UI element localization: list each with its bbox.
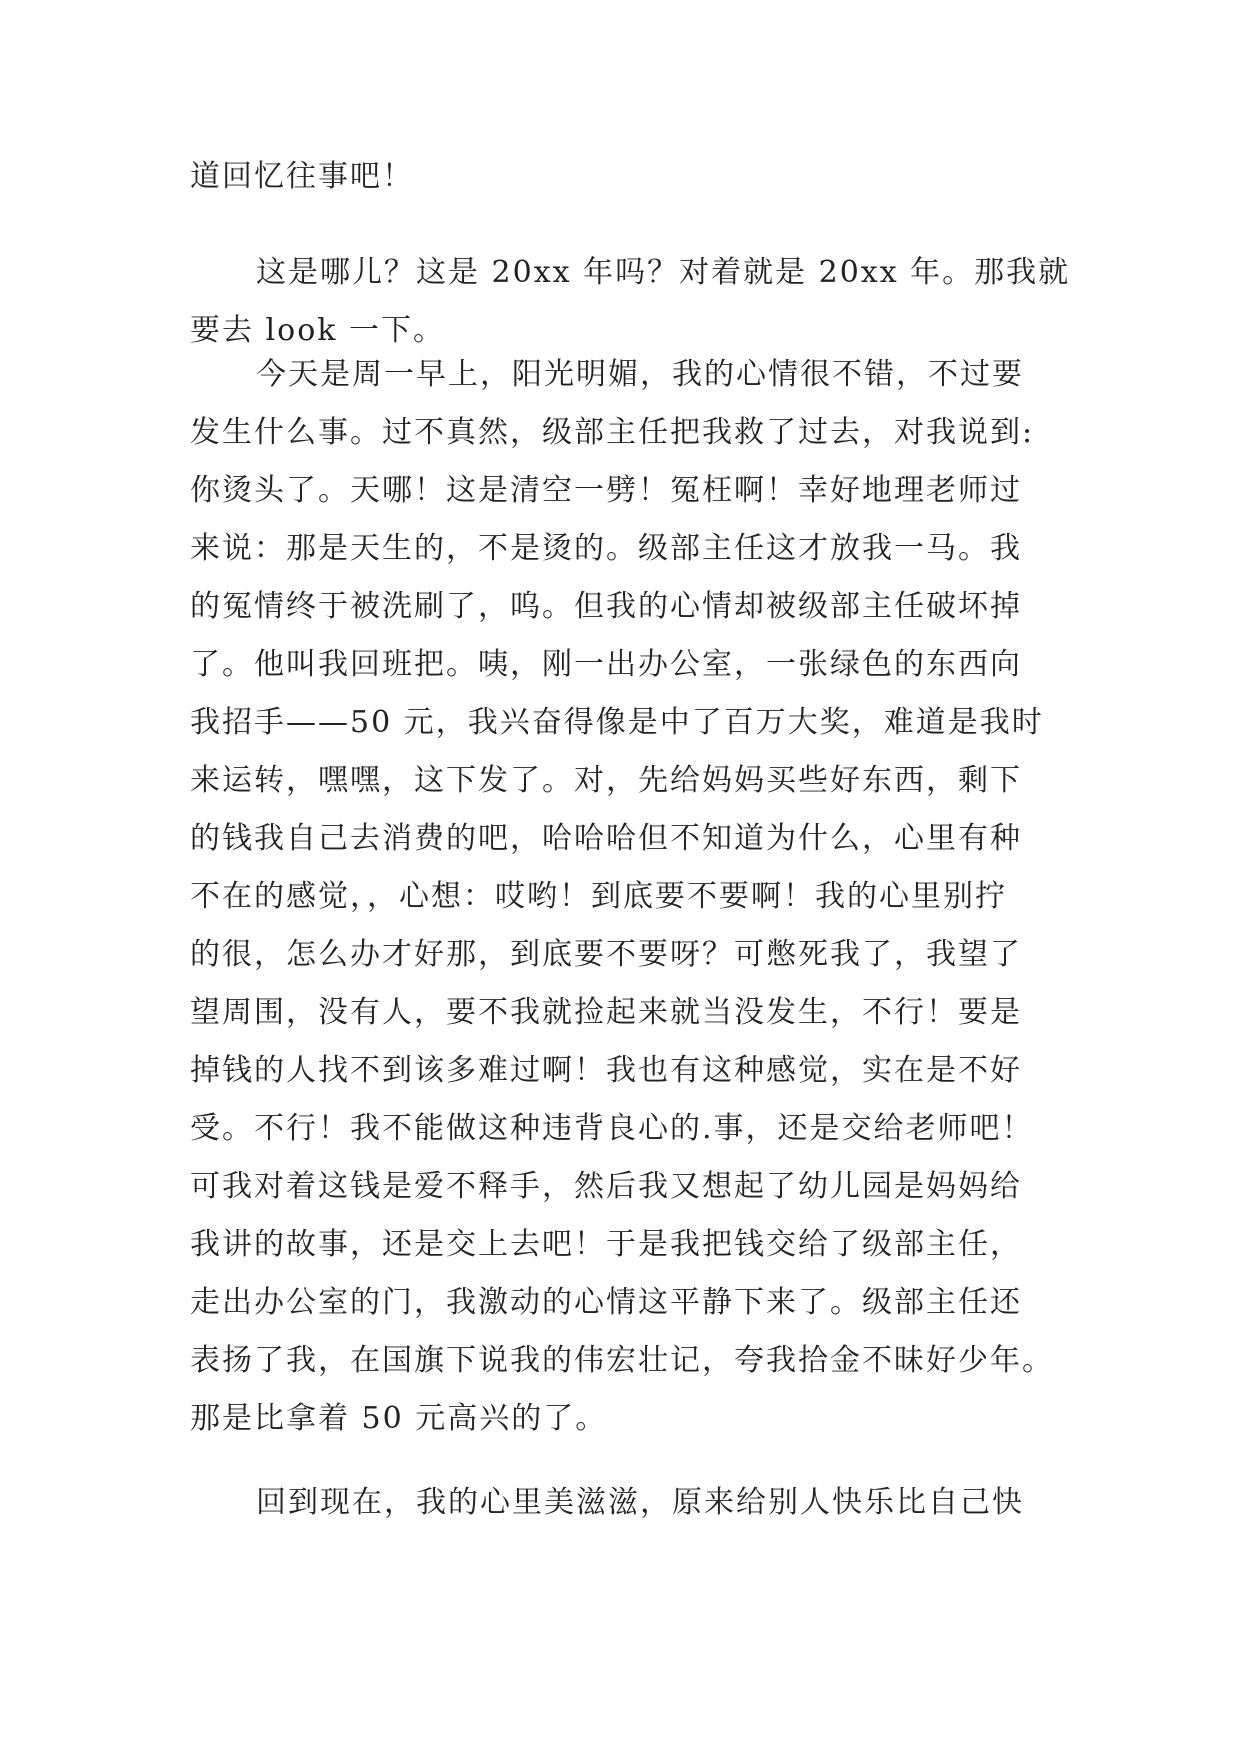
- text-line: 道回忆往事吧！: [190, 159, 414, 194]
- paragraph-3: [190, 1474, 1050, 1532]
- text-line: 你烫头了。天哪！这是清空一劈！冤枉啊！幸好地理老师过: [190, 473, 1022, 508]
- text-line: 今天是周一早上，阳光明媚，我的心情很不错，不过要: [256, 357, 1024, 392]
- text-line: 望周围，没有人，要不我就捡起来就当没发生，不行！要是: [190, 995, 1022, 1030]
- text-line: 的冤情终于被洗刷了，呜。但我的心情却被级部主任破坏掉: [190, 589, 1022, 624]
- text-line: 要去 look 一下。: [190, 313, 445, 348]
- text-line: 这是哪儿？这是 20xx 年吗？对着就是 20xx 年。那我就: [256, 255, 1071, 290]
- paragraph-1: [190, 244, 1071, 360]
- text-line: 掉钱的人找不到该多难过啊！我也有这种感觉，实在是不好: [190, 1053, 1022, 1088]
- text-line: 了。他叫我回班把。咦，刚一出办公室，一张绿色的东西向: [190, 647, 1022, 682]
- text-line: 那是比拿着 50 元高兴的了。: [190, 1401, 608, 1436]
- text-line: 我讲的故事，还是交上去吧！于是我把钱交给了级部主任，: [190, 1227, 1022, 1262]
- text-line: 的钱我自己去消费的吧，哈哈哈但不知道为什么，心里有种: [190, 821, 1022, 856]
- text-line: 来说：那是天生的，不是烫的。级部主任这才放我一马。我: [190, 531, 1022, 566]
- text-line: 我招手——50 元，我兴奋得像是中了百万大奖，难道是我时: [190, 705, 1044, 740]
- text-line: 受。不行！我不能做这种违背良心的.事，还是交给老师吧！: [190, 1111, 1034, 1146]
- text-line: 发生什么事。过不真然，级部主任把我救了过去，对我说到:: [190, 415, 1035, 450]
- text-line: 走出办公室的门，我激动的心情这平静下来了。级部主任还: [190, 1285, 1022, 1320]
- continuation-text: [190, 148, 1050, 206]
- text-line: 回到现在，我的心里美滋滋，原来给别人快乐比自己快: [256, 1485, 1024, 1520]
- text-line: 来运转，嘿嘿，这下发了。对，先给妈妈买些好东西，剩下: [190, 763, 1022, 798]
- text-line: 可我对着这钱是爱不释手，然后我又想起了幼儿园是妈妈给: [190, 1169, 1022, 1204]
- text-line: 表扬了我，在国旗下说我的伟宏壮记，夸我拾金不昧好少年。: [190, 1343, 1054, 1378]
- text-line: 不在的感觉，，心想：哎哟！到底要不要啊！我的心里别拧: [190, 879, 1007, 914]
- paragraph-2: [190, 346, 1054, 1448]
- text-line: 的很，怎么办才好那，到底要不要呀？可憋死我了，我望了: [190, 937, 1022, 972]
